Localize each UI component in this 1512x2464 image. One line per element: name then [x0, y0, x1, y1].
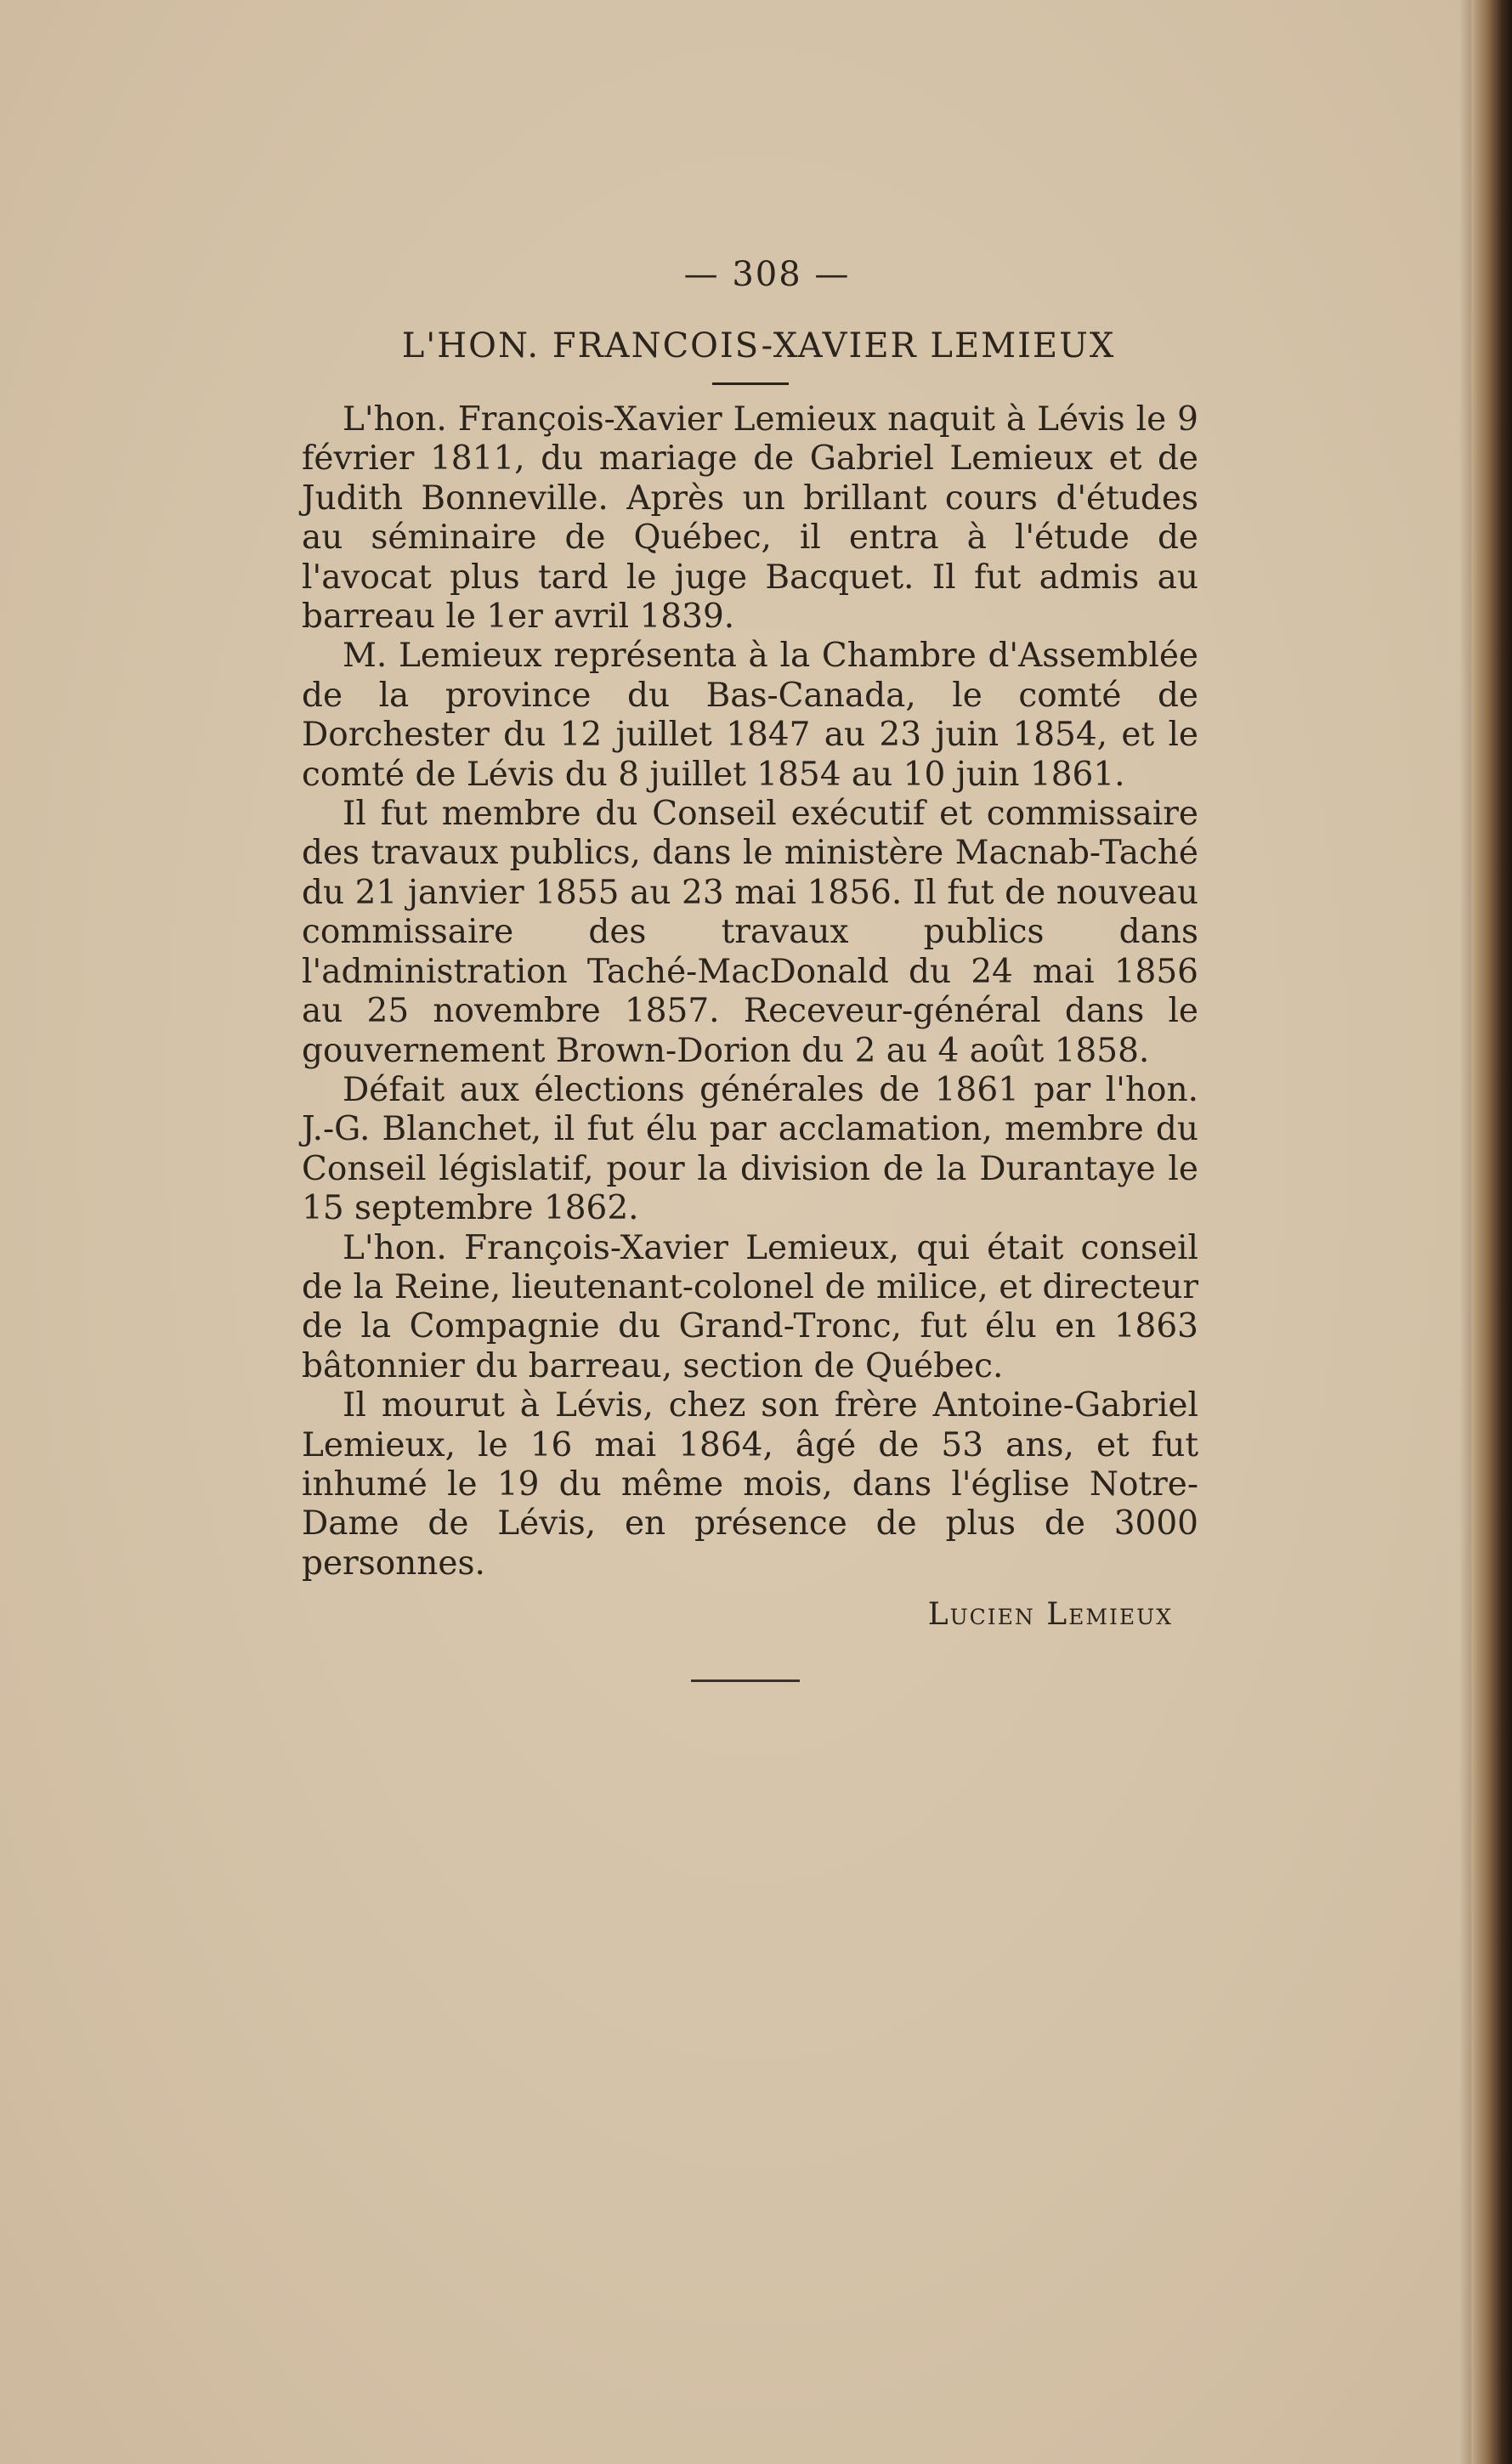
- page-number: — 308 —: [683, 255, 851, 294]
- paragraph-1: L'hon. François-Xavier Lemieux naquit à Lévis le 9 février 1811, du mariage de Gabriel Lemieux et de Judith Bonneville. Après un brillant cours d'études au séminaire de Québec, il entra à l'étude de l'avocat plus tard le juge Bacquet. Il fut admis au barreau le 1er avril 1839.: [302, 400, 1198, 637]
- paragraph-3: Il fut membre du Conseil exécutif et commissaire des travaux publics, dans le ministère Macnab-Taché du 21 janvier 1855 au 23 mai 1856. Il fut de nouveau commissaire des travaux publics dans l'administration Taché-MacDonald du 24 mai 1856 au 25 novembre 1857. Receveur-général dans le gouvernement Brown-Dorion du 2 au 4 août 1858.: [302, 795, 1198, 1070]
- article-body: [302, 400, 1198, 1583]
- author-signature: Lucien Lemieux: [927, 1597, 1173, 1633]
- paragraph-5: L'hon. François-Xavier Lemieux, qui était conseil de la Reine, lieutenant-colonel de milice, et directeur de la Compagnie du Grand-Tronc, fut élu en 1863 bâtonnier du barreau, section de Québec.: [302, 1228, 1198, 1385]
- paragraph-4: Défait aux élections générales de 1861 par l'hon. J.-G. Blanchet, il fut élu par acclamation, membre du Conseil législatif, pour la division de la Durantaye le 15 septembre 1862.: [302, 1070, 1198, 1228]
- paragraph-2: M. Lemieux représenta à la Chambre d'Assemblée de la province du Bas-Canada, le comté de Dorchester du 12 juillet 1847 au 23 juin 1854, et le comté de Lévis du 8 juillet 1854 au 10 juin 1861.: [302, 637, 1198, 794]
- title-rule: [712, 382, 789, 385]
- page-content: [302, 255, 1198, 1682]
- end-rule: [691, 1679, 800, 1682]
- book-spine: [1471, 0, 1512, 2464]
- page-gutter-shadow: [1459, 0, 1471, 2464]
- paragraph-6: Il mourut à Lévis, chez son frère Antoine-Gabriel Lemieux, le 16 mai 1864, âgé de 53 ans, et fut inhumé le 19 du même mois, dans l'église Notre-Dame de Lévis, en présence de plus de 3000 personnes.: [302, 1386, 1198, 1583]
- article-title: L'HON. FRANCOIS-XAVIER LEMIEUX: [401, 326, 1116, 365]
